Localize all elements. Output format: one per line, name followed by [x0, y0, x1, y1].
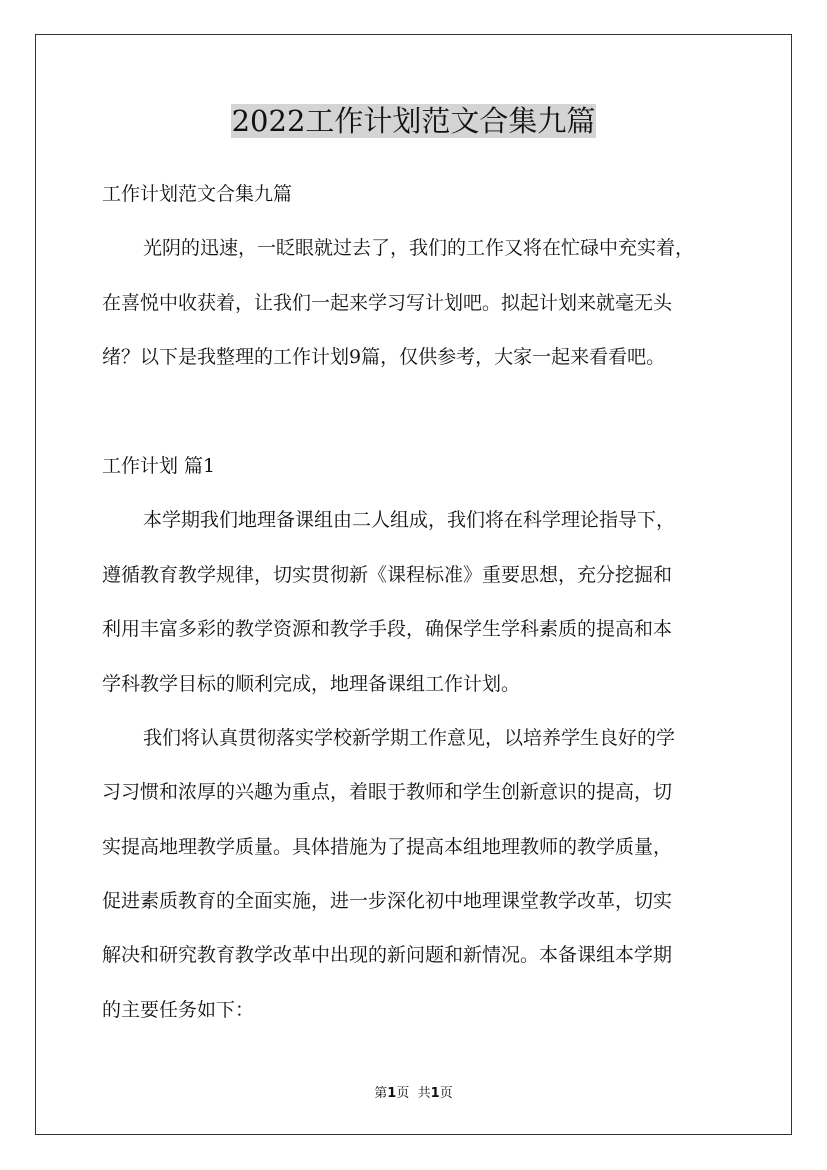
paragraph-line: 遵循教育教学规律，切实贯彻新《课程标准》重要思想，充分挖掘和	[102, 563, 673, 586]
paragraph-line: 实提高地理教学质量。具体措施为了提高本组地理教师的教学质量，	[102, 835, 673, 858]
section-heading: 工作计划 篇1	[102, 454, 216, 477]
intro-line: 在喜悦中收获着，让我们一起来学习写计划吧。拟起计划来就毫无头	[102, 291, 673, 314]
paragraph-line: 习习惯和浓厚的兴趣为重点，着眼于教师和学生创新意识的提高，切	[102, 781, 673, 804]
paragraph-line: 我们将认真贯彻落实学校新学期工作意见，以培养学生良好的学	[143, 726, 676, 749]
paragraph-line: 学科教学目标的顺利完成，地理备课组工作计划。	[102, 672, 521, 695]
page-suffix: 页	[396, 1086, 410, 1101]
document-title	[0, 100, 827, 142]
total-pages: 1	[430, 1086, 440, 1101]
paragraph-line: 的主要任务如下：	[102, 998, 255, 1021]
document-body	[102, 174, 732, 1044]
page-footer	[0, 1082, 827, 1101]
document-subtitle: 工作计划范文合集九篇	[102, 183, 293, 205]
total-suffix: 页	[439, 1086, 453, 1101]
paragraph-line: 利用丰富多彩的教学资源和教学手段，确保学生学科素质的提高和本	[102, 618, 673, 641]
document-title-text: 2022工作计划范文合集九篇	[231, 104, 596, 138]
intro-line: 光阴的迅速，一眨眼就过去了，我们的工作又将在忙碌中充实着，	[143, 237, 695, 260]
paragraph-line: 解决和研究教育教学改革中出现的新问题和新情况。本备课组本学期	[102, 944, 673, 967]
blank-line	[102, 392, 732, 446]
paragraph-line: 本学期我们地理备课组由二人组成，我们将在科学理论指导下，	[143, 509, 676, 532]
page-prefix: 第	[374, 1086, 388, 1101]
paragraph-line: 促进素质教育的全面实施，进一步深化初中地理课堂教学改革，切实	[102, 890, 673, 913]
total-prefix: 共	[417, 1086, 431, 1101]
intro-line: 绪？以下是我整理的工作计划9篇，仅供参考，大家一起来看看吧。	[102, 346, 666, 369]
page-number: 1	[387, 1086, 397, 1101]
